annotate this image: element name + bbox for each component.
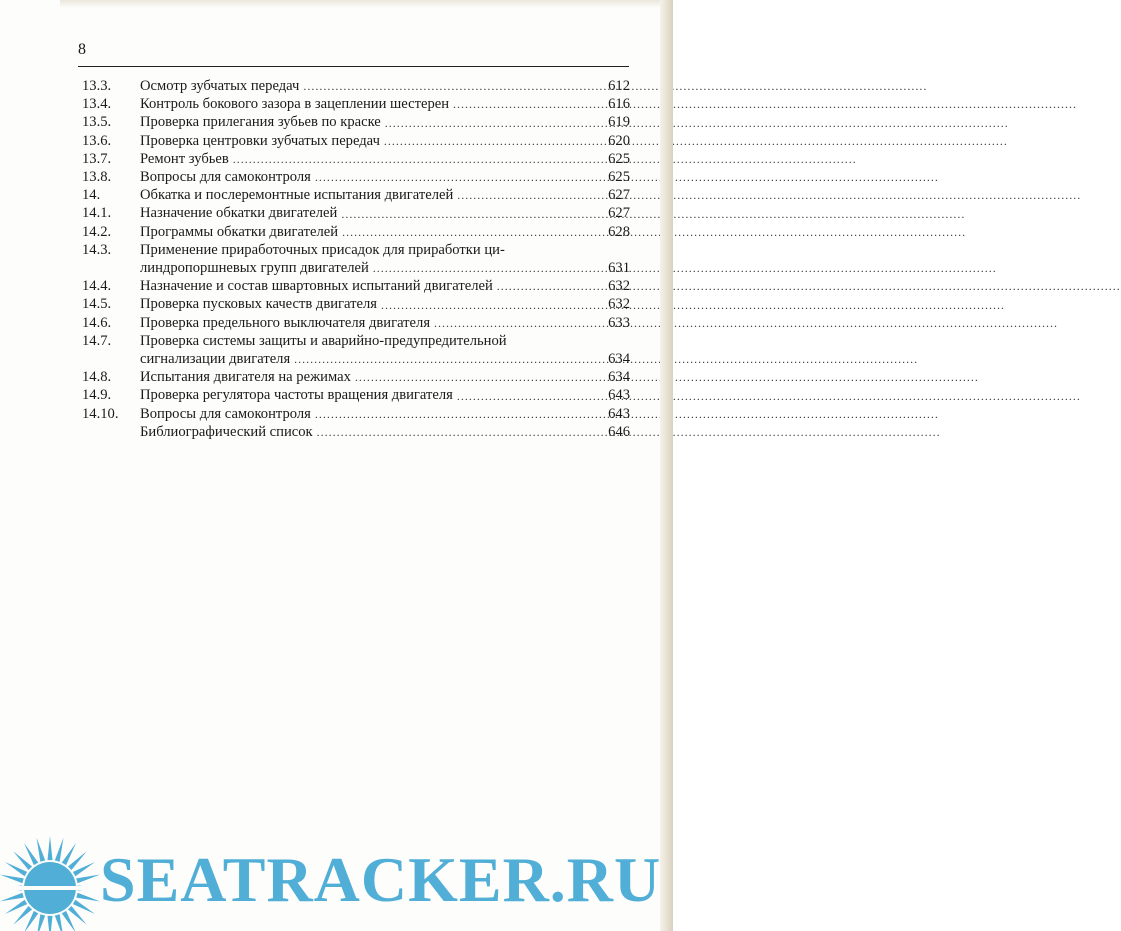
toc-entry-number: 14.4.: [82, 278, 112, 295]
sun-ray: [47, 836, 52, 860]
toc-entry-page: 646: [608, 423, 630, 440]
toc-entry-number: 14.8.: [82, 369, 112, 386]
toc-entry-title: Вопросы для самоконтроля: [140, 169, 311, 186]
dot-leader: [434, 314, 1058, 332]
sun-ray: [76, 893, 100, 902]
toc-entry-number: 14.3.: [82, 241, 112, 258]
dot-leader: [233, 150, 857, 168]
toc-entry-title: Осмотр зубчатых передач: [140, 78, 300, 94]
dot-leader: [385, 114, 1009, 132]
dot-leader: [497, 277, 1121, 295]
toc-entry-title-line2: линдропоршневых групп двигателей: [140, 260, 369, 277]
toc-entry: [78, 277, 630, 295]
page-edge-shadow: [660, 0, 673, 931]
toc-entry: [78, 204, 630, 222]
toc-entry-page: 633: [608, 314, 630, 331]
toc-entry-number: 13.5.: [82, 114, 112, 131]
toc-entry-number: 14.2.: [82, 223, 112, 240]
watermark: [0, 828, 673, 931]
toc-entry: [78, 314, 630, 332]
toc-entry-number: 13.3.: [82, 78, 112, 94]
toc-entry: [78, 241, 630, 277]
toc-entry: [78, 332, 630, 368]
toc-entry-number: 14.1.: [82, 205, 112, 222]
sun-ray: [37, 914, 46, 931]
toc-entry-title: Программы обкатки двигателей: [140, 223, 339, 240]
toc-entry-page: 628: [608, 223, 630, 240]
toc-entry-number: 13.8.: [82, 169, 112, 186]
toc-entry-title: Проверка центровки зубчатых передач: [140, 132, 380, 149]
watermark-text: SEATRACKER.RU: [100, 844, 662, 915]
toc-entry-page: 643: [608, 405, 630, 422]
toc-entry: [78, 77, 630, 95]
toc-entry-page: 634: [608, 351, 630, 368]
toc-entry-page: 627: [608, 187, 630, 204]
toc-entry-page: 625: [608, 169, 630, 186]
toc-entry: [78, 95, 630, 113]
toc-entry-bibliography: [78, 423, 630, 441]
toc-entry: [78, 186, 630, 204]
sun-ray: [55, 838, 64, 862]
toc-entry-page: 620: [608, 132, 630, 149]
dot-leader: [457, 387, 1081, 405]
toc-entry-number: 14.: [82, 187, 101, 204]
toc-entry-number: 14.5.: [82, 296, 112, 313]
sun-ray: [0, 875, 24, 884]
sun-ray: [55, 914, 64, 931]
dot-leader: [381, 296, 1005, 314]
dot-leader: [457, 186, 1081, 204]
toc-entry-title-line1: Применение приработочных присадок для приработки ци-: [140, 241, 505, 258]
toc-entry-title-line2: сигнализации двигателя: [140, 351, 291, 368]
dot-leader: [341, 205, 965, 223]
toc-entry-title: Испытания двигателя на режимах: [140, 369, 351, 386]
toc-entry-number: 13.4.: [82, 96, 112, 113]
toc-entry: [78, 386, 630, 404]
toc-entry-title: Ремонт зубьев: [140, 150, 229, 167]
sun-logo-icon: [0, 828, 110, 931]
toc-entry-page: 616: [608, 96, 630, 113]
toc-entry-title: Проверка прилегания зубьев по краске: [140, 114, 381, 131]
toc-entry-page: 619: [608, 114, 630, 131]
toc-entry-page: 643: [608, 387, 630, 404]
dot-leader: [342, 223, 966, 241]
toc-entry-number: 13.7.: [82, 150, 112, 167]
toc-entry-number: 13.6.: [82, 132, 112, 149]
toc-entry: [78, 132, 630, 150]
sun-ray: [0, 893, 24, 902]
toc-entry-page: 634: [608, 369, 630, 386]
toc-entry: [78, 405, 630, 423]
toc-entry-title: Библиографический список: [140, 423, 313, 440]
toc-entry-title: Вопросы для самоконтроля: [140, 405, 311, 422]
sun-ray: [47, 916, 52, 931]
toc-entry-number: 14.6.: [82, 314, 112, 331]
page-number: 8: [78, 41, 86, 58]
toc-entry: [78, 168, 630, 186]
toc-entry-title: Назначение и состав швартовных испытаний двигателей: [140, 278, 493, 295]
toc-entry: [78, 295, 630, 313]
toc-entry: [78, 368, 630, 386]
toc-entry-page: 625: [608, 150, 630, 167]
toc-entry-title: Проверка регулятора частоты вращения двигателя: [140, 387, 453, 404]
toc-entry-number: 14.10.: [82, 405, 119, 422]
toc-entry-title: Назначение обкатки двигателей: [140, 205, 338, 222]
toc-entry: [78, 113, 630, 131]
toc-entry-page: 612: [608, 78, 630, 94]
toc-entry: [78, 223, 630, 241]
toc-entry-title: Проверка предельного выключателя двигателя: [140, 314, 431, 331]
header-rule: [78, 66, 629, 67]
toc-entry-page: 627: [608, 205, 630, 222]
toc-entry-title-line1: Проверка системы защиты и аварийно-предупредительной: [140, 332, 507, 349]
sun-ray: [76, 875, 100, 884]
toc-entry-number: 14.7.: [82, 332, 112, 349]
toc-entry-page: 631: [608, 260, 630, 277]
table-of-contents: [78, 77, 630, 441]
dot-leader: [373, 259, 997, 277]
toc-entry-page: 632: [608, 296, 630, 313]
dot-leader: [453, 95, 1077, 113]
toc-entry-title: Обкатка и послеремонтные испытания двигателей: [140, 187, 454, 204]
toc-entry-title: Проверка пусковых качеств двигателя: [140, 296, 377, 313]
toc-entry-title: Контроль бокового зазора в зацеплении шестерен: [140, 96, 450, 113]
sun-ray: [37, 838, 46, 862]
scan-smudge: [60, 0, 660, 8]
toc-entry-number: 14.9.: [82, 387, 112, 404]
toc-entry-page: 632: [608, 278, 630, 295]
dot-leader: [384, 132, 1008, 150]
toc-entry: [78, 150, 630, 168]
